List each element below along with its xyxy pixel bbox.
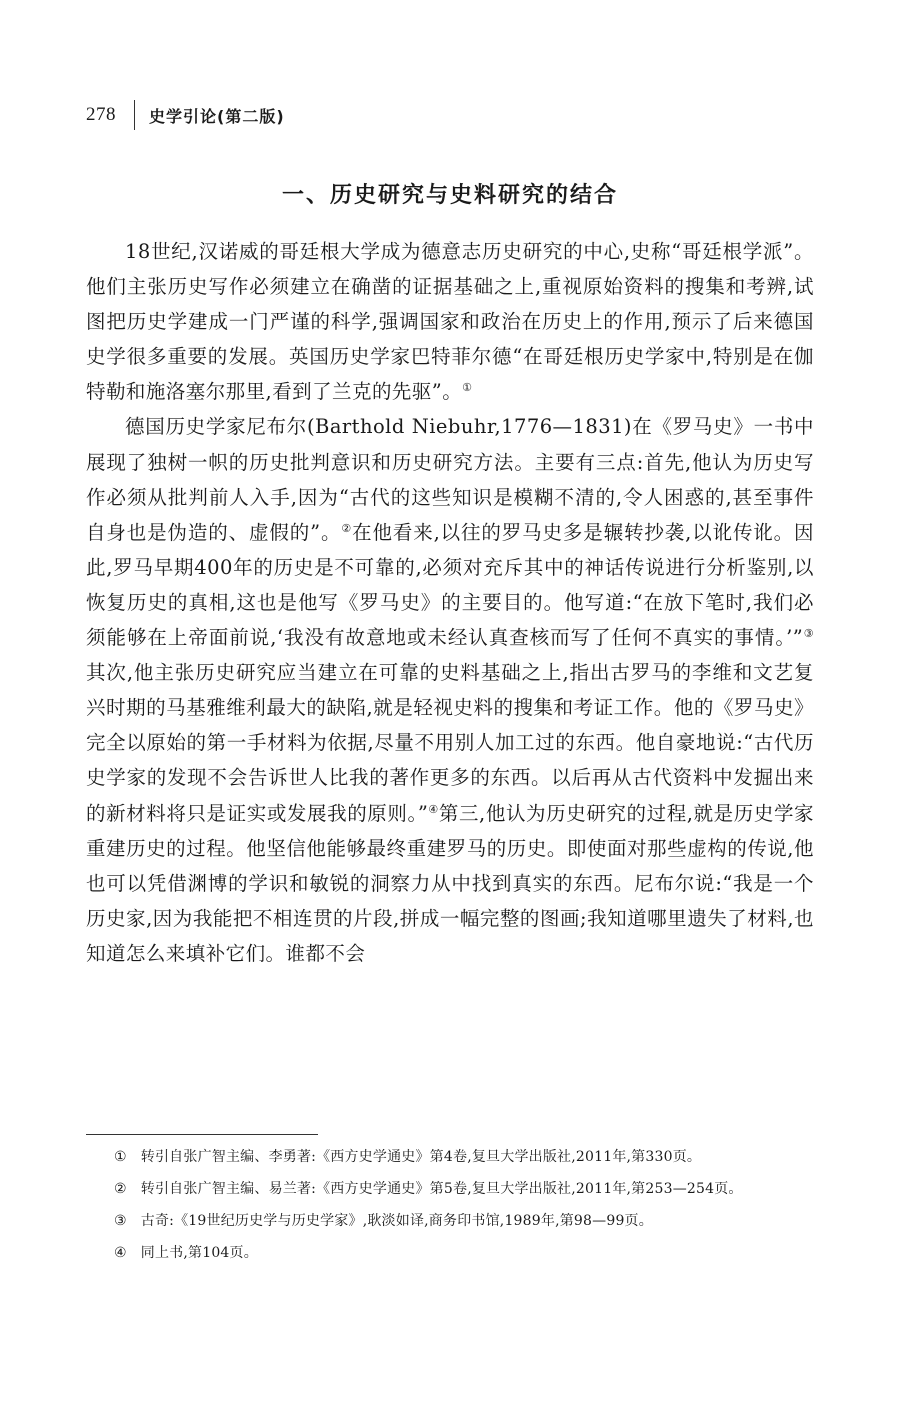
page-header [86, 100, 285, 130]
running-title: 史学引论(第二版) [149, 106, 285, 126]
paragraph-text: 其次,他主张历史研究应当建立在可靠的史料基础之上,指出古罗马的李维和文艺复兴时期的马基雅维利最大的缺陷,就是轻视史料的搜集和考证工作。他的《罗马史》完全以原始的第一手材料为依据,尽量不用别人加工过的东西。他自豪地说:“古代历史学家的发现不会告诉世人比我的著作更多的东西。以后再从古代资料中发掘出来的新材料将只是证实或发展我的原则。” [86, 661, 814, 825]
footnote-reference: ③ [803, 627, 815, 641]
footnote [86, 1208, 814, 1234]
footnote-text: 转引自张广智主编、易兰著:《西方史学通史》第5卷,复旦大学出版社,2011年,第253—254页。 [140, 1181, 743, 1197]
body-text [86, 234, 814, 971]
footnote-text: 同上书,第104页。 [140, 1245, 258, 1261]
footnote-reference: ② [341, 521, 353, 535]
paragraph [86, 409, 814, 971]
footnote-divider [86, 1134, 318, 1135]
header-divider [134, 100, 135, 130]
footnote-text: 转引自张广智主编、李勇著:《西方史学通史》第4卷,复旦大学出版社,2011年,第330页。 [140, 1149, 702, 1165]
paragraph-text: 在他看来,以往的罗马史多是辗转抄袭,以讹传讹。因此,罗马早期400年的历史是不可靠的,必须对充斥其中的神话传说进行分析鉴别,以恢复历史的真相,这也是他写《罗马史》的主要目的。他写道:“在放下笔时,我们必须能够在上帝面前说,‘我没有故意地或未经认真查核而写了任何不真实的事情。’” [86, 520, 815, 650]
footnote-mark: ② [114, 1181, 127, 1197]
footnote-reference: ① [462, 381, 473, 395]
footnote [86, 1176, 814, 1202]
footnote-mark: ① [114, 1149, 127, 1165]
footnote [86, 1240, 814, 1266]
footnote-mark: ③ [114, 1213, 127, 1229]
footnote [86, 1144, 814, 1170]
footnote-text: 古奇:《19世纪历史学与历史学家》,耿淡如译,商务印书馆,1989年,第98—99页。 [140, 1213, 653, 1229]
footnote-reference: ④ [428, 802, 439, 816]
paragraph [86, 234, 814, 409]
page-number: 278 [86, 104, 116, 125]
footnotes [86, 1144, 814, 1272]
paragraph-text: 德国历史学家尼布尔(Barthold Niebuhr,1776—1831)在《罗马史》一书中展现了独树一帜的历史批判意识和历史研究方法。主要有三点:首先,他认为历史写作必须从批判前人入手,因为“古代的这些知识是模糊不清的,令人困惑的,甚至事件自身也是伪造的、虚假的”。 [86, 415, 814, 544]
paragraph-text: 第三,他认为历史研究的过程,就是历史学家重建历史的过程。他坚信他能够最终重建罗马的历史。即使面对那些虚构的传说,他也可以凭借渊博的学识和敏锐的洞察力从中找到真实的东西。尼布尔说:“我是一个历史家,因为我能把不相连贯的片段,拼成一幅完整的图画;我知道哪里遗失了材料,也知道怎么来填补它们。谁都不会 [86, 801, 814, 965]
section-title: 一、历史研究与史料研究的结合 [281, 183, 618, 208]
paragraph-text: 18世纪,汉诺威的哥廷根大学成为德意志历史研究的中心,史称“哥廷根学派”。他们主张历史写作必须建立在确凿的证据基础之上,重视原始资料的搜集和考辨,试图把历史学建成一门严谨的科学,强调国家和政治在历史上的作用,预示了后来德国史学很多重要的发展。英国历史学家巴特菲尔德“在哥廷根历史学家中,特别是在伽特勒和施洛塞尔那里,看到了兰克的先驱”。 [86, 240, 814, 404]
footnote-mark: ④ [114, 1245, 127, 1261]
